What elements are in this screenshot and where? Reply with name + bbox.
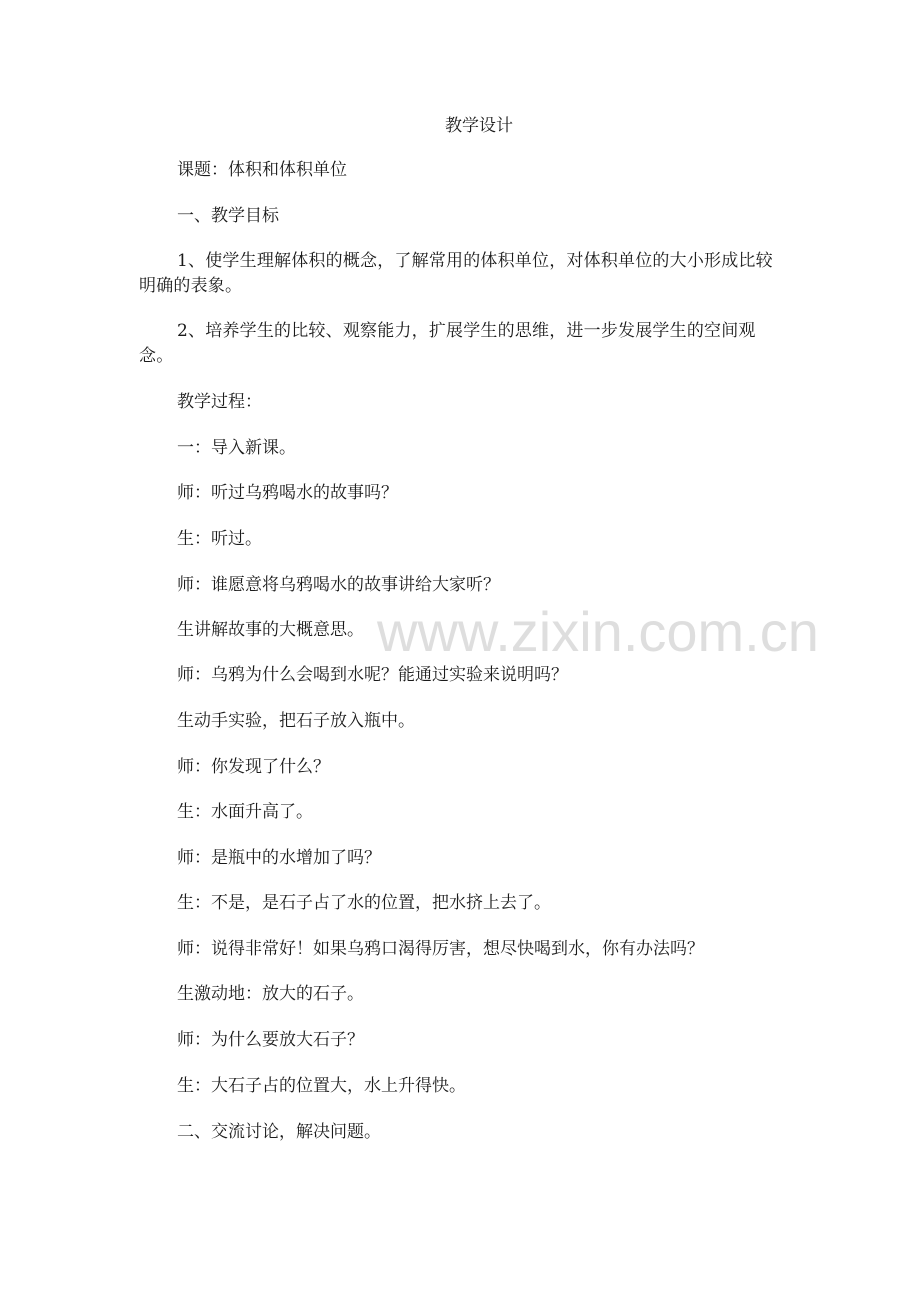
dialogue-line: 师：谁愿意将乌鸦喝水的故事讲给大家听？	[177, 575, 500, 595]
dialogue-line: 师：说得非常好！如果乌鸦口渴得厉害，想尽快喝到水，你有办法吗？	[177, 939, 704, 959]
dialogue-line: 生动手实验，把石子放入瓶中。	[177, 711, 415, 731]
document-title: 教学设计	[445, 116, 513, 136]
objective-2-paragraph: 2、培养学生的比较、观察能力，扩展学生的思维，进一步发展学生的空间观念。	[139, 321, 756, 366]
dialogue-line: 生：不是，是石子占了水的位置，把水挤上去了。	[177, 893, 551, 913]
watermark: www.zixin.com.cn	[377, 600, 819, 663]
dialogue-line: 师：你发现了什么？	[177, 757, 330, 777]
dialogue-line: 师：听过乌鸦喝水的故事吗？	[177, 483, 398, 503]
dialogue-line: 生激动地：放大的石子。	[177, 984, 364, 1004]
process-heading: 教学过程：	[177, 392, 262, 412]
step-1-heading: 一：导入新课。	[177, 438, 296, 458]
dialogue-line: 师：乌鸦为什么会喝到水呢？能通过实验来说明吗？	[177, 665, 568, 685]
objective-1-paragraph: 1、使学生理解体积的概念，了解常用的体积单位，对体积单位的大小形成比较明确的表象。	[139, 251, 773, 296]
dialogue-line: 生：大石子占的位置大，水上升得快。	[177, 1076, 466, 1096]
step-2-heading: 二、交流讨论，解决问题。	[177, 1122, 381, 1142]
topic-line: 课题：体积和体积单位	[177, 160, 347, 180]
dialogue-line: 生：水面升高了。	[177, 802, 313, 822]
dialogue-line: 生：听过。	[177, 529, 262, 549]
dialogue-line: 师：是瓶中的水增加了吗？	[177, 848, 381, 868]
dialogue-line: 生讲解故事的大概意思。	[177, 620, 364, 640]
dialogue-line: 师：为什么要放大石子？	[177, 1030, 364, 1050]
objectives-heading: 一、教学目标	[177, 206, 279, 226]
